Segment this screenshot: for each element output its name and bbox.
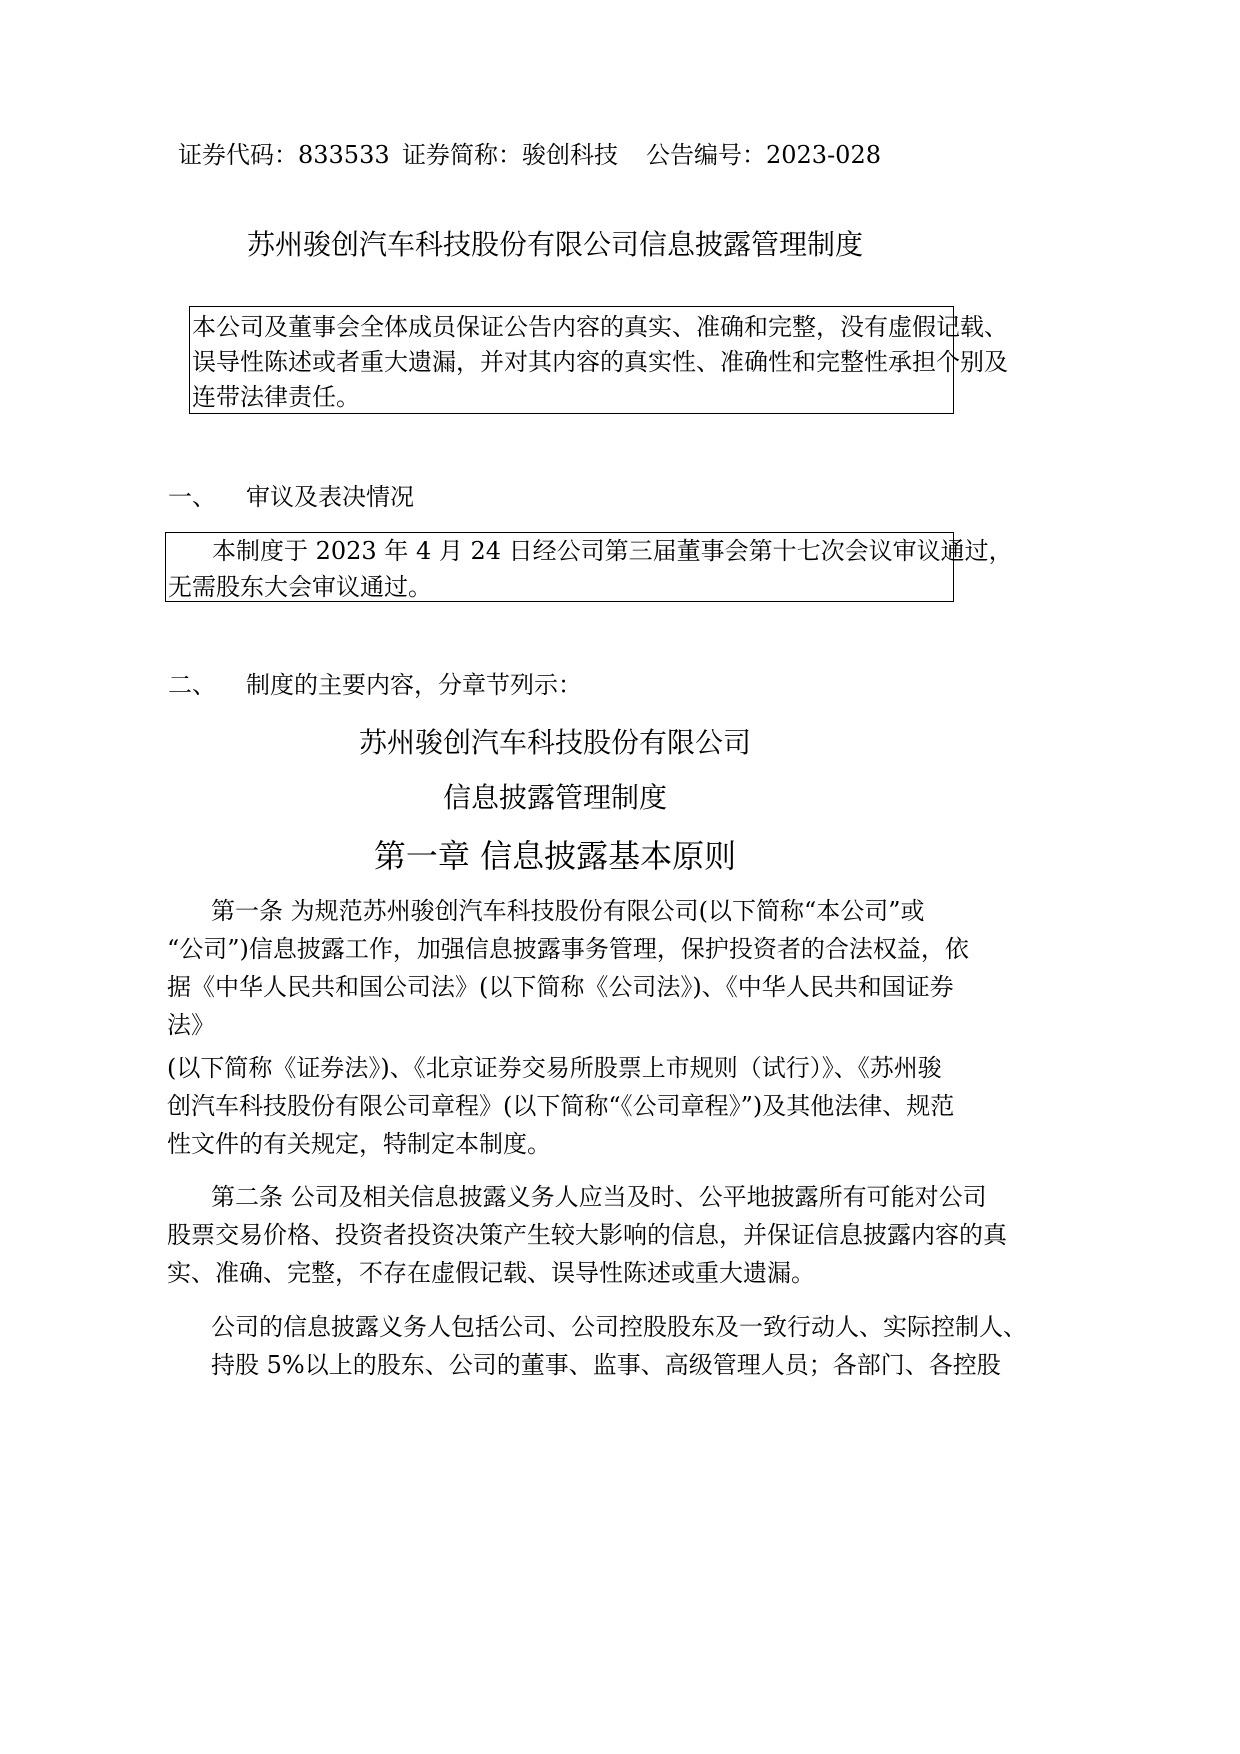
- security-code: 证券代码：833533: [178, 141, 390, 169]
- doc-title-name: 信息披露管理制度: [442, 781, 667, 814]
- statement-line: 连带法律责任。: [192, 383, 360, 411]
- statement-line: 误导性陈述或者重大遗漏，并对其内容的真实性、准确性和完整性承担个别及: [192, 348, 1008, 376]
- statement-box: [189, 306, 1008, 414]
- section-number: 二、: [168, 671, 216, 699]
- doc-title-company: 苏州骏创汽车科技股份有限公司: [358, 726, 751, 759]
- article-line: 创汽车科技股份有限公司章程》(以下简称“《公司章程》”)及其他法律、规范: [167, 1092, 955, 1120]
- paragraph-line: 公司的信息披露义务人包括公司、公司控股股东及一致行动人、实际控制人、: [211, 1313, 1027, 1341]
- section-heading: 审议及表决情况: [246, 483, 414, 511]
- review-line: 本制度于 2023 年 4 月 24 日经公司第三届董事会第十七次会议审议通过，: [212, 537, 1013, 565]
- section-heading: 制度的主要内容，分章节列示：: [246, 671, 582, 699]
- statement-line: 本公司及董事会全体成员保证公告内容的真实、准确和完整，没有虚假记载、: [192, 313, 1008, 341]
- section-number: 一、: [168, 483, 216, 511]
- article-line: 第二条 公司及相关信息披露义务人应当及时、公平地披露所有可能对公司: [211, 1183, 987, 1211]
- paragraph-line: 持股 5%以上的股东、公司的董事、监事、高级管理人员；各部门、各控股: [211, 1351, 1001, 1379]
- article-line: 实、准确、完整，不存在虚假记载、误导性陈述或重大遗漏。: [167, 1259, 815, 1287]
- chapter-heading: 第一章 信息披露基本原则: [373, 837, 737, 875]
- article-line: 性文件的有关规定，特制定本制度。: [167, 1130, 551, 1158]
- security-short-name: 证券简称：骏创科技: [402, 141, 618, 169]
- review-box: [165, 532, 1013, 602]
- page-title: 苏州骏创汽车科技股份有限公司信息披露管理制度: [246, 228, 863, 261]
- article-line: 法》: [167, 1011, 215, 1039]
- article-line: 第一条 为规范苏州骏创汽车科技股份有限公司(以下简称“本公司”或: [211, 897, 925, 925]
- article-line: 股票交易价格、投资者投资决策产生较大影响的信息，并保证信息披露内容的真: [167, 1221, 1007, 1249]
- article-line: “公司”)信息披露工作，加强信息披露事务管理，保护投资者的合法权益，依: [167, 935, 969, 963]
- article-line: (以下简称《证券法》)、《北京证券交易所股票上市规则（试行）》、《苏州骏: [167, 1054, 942, 1082]
- notice-number: 公告编号：2023-028: [646, 141, 881, 169]
- review-line: 无需股东大会审议通过。: [168, 573, 432, 601]
- article-line: 据《中华人民共和国公司法》(以下简称《公司法》)、《中华人民共和国证券: [167, 973, 954, 1001]
